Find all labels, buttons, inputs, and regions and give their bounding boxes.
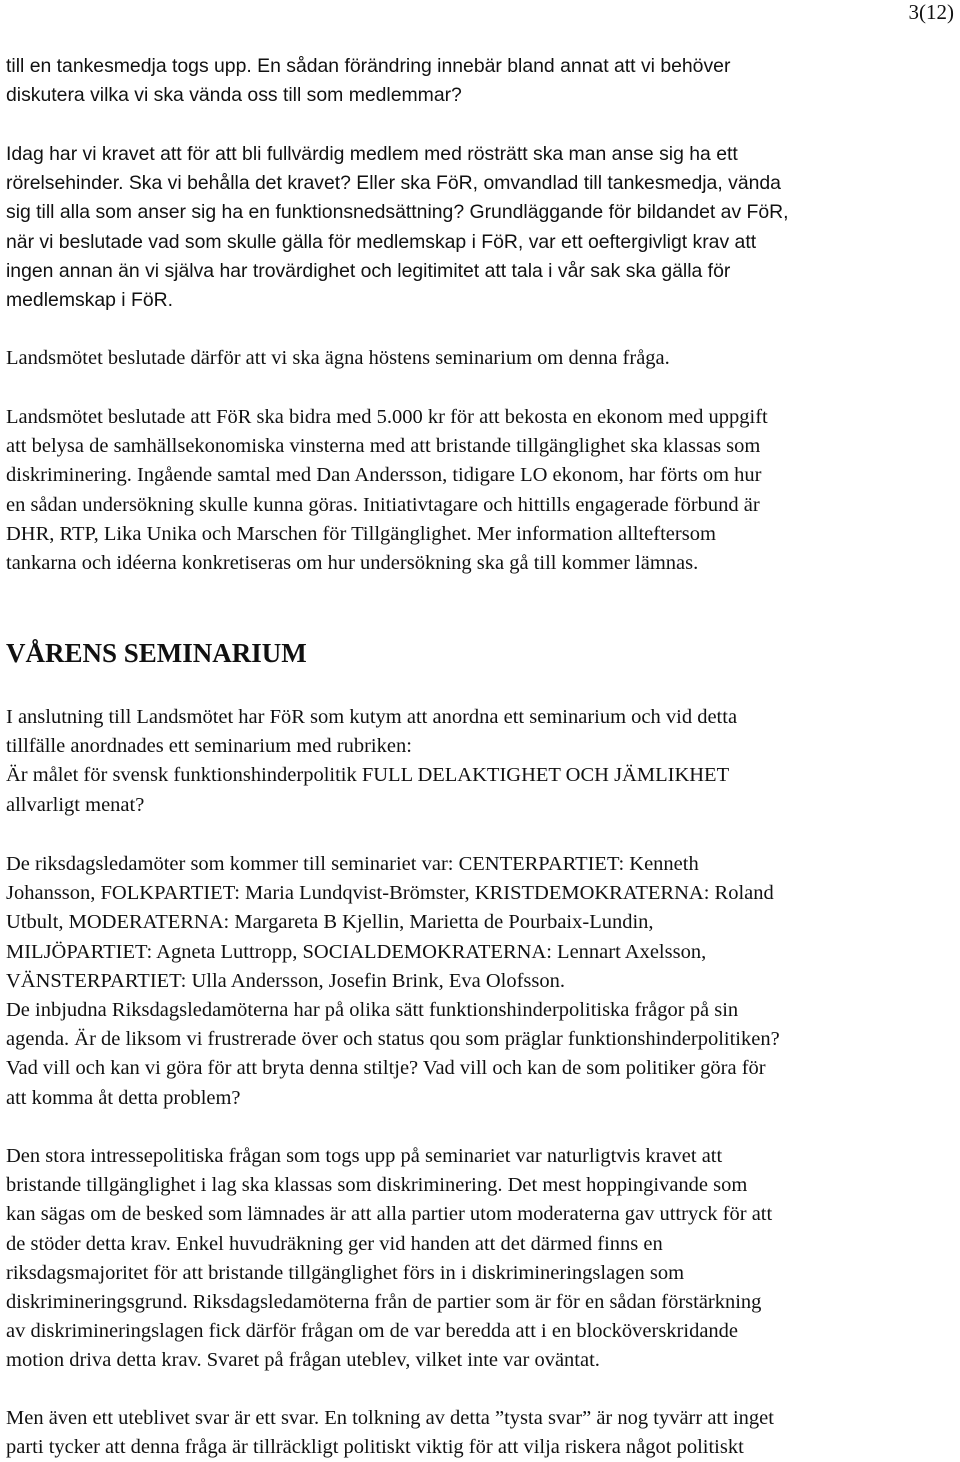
membership-foundation-text: Grundläggande för bildandet av FöR, när vi beslutade vad som skulle gälla för medlemskap i FöR, var ett oeftergivligt krav att ingen annan än vi själva har trovärdighet och legitimitet att tala i vår sak ska gälla för medlemskap i FöR. bbox=[6, 201, 789, 312]
page-number: 3(12) bbox=[908, 0, 954, 24]
paragraph-participants: De riksdagsledamöter som kommer till seminariet var: CENTERPARTIET: Kenneth Johansson, FOLKPARTIET: Maria Lundqvist-Brömster, KRISTDEMOKRATERNA: Roland Utbult, MODERATERNA: Margareta B Kjellin, Marietta de Pourbaix-Lundin, MILJÖPARTIET: Agneta Luttropp, SOCIALDEMOKRATERNA: Lennart Axelsson, VÄNSTERPARTIET: Ulla Andersson, Josefin Brink, Eva Olofsson. De inbjudna Riksdagsledamöterna har på olika sätt funktionshinderpolitiska frågor på sin agenda. Är de liksom vi frustrerade över och status qou som präglar funktionshinderpolitiken? Vad vill och kan vi göra för att bryta denna stiltje? Vad vill och kan de som politiker göra för att komma åt detta problem? bbox=[6, 853, 780, 1109]
paragraph-membership-requirement bbox=[6, 140, 956, 315]
paragraph-seminar-intro: I anslutning till Landsmötet har FöR som kutym att anordna ett seminarium och vid detta tillfälle anordnades ett seminarium med rubriken: Är målet för svensk funktionshinderpolitik FULL DELAKTIGHET OCH JÄMLIKHET allvarligt menat? bbox=[6, 706, 738, 816]
paragraph-silent-answer: Men även ett uteblivet svar är ett svar. En tolkning av detta ”tysta svar” är nog tyvärr att inget parti tycker att denna fråga är tillräckligt politiskt viktig för att vilja riskera något politiskt bbox=[6, 1407, 774, 1459]
paragraph-accessibility-discrimination: Den stora intressepolitiska frågan som togs upp på seminariet var naturligtvis kravet att bristande tillgänglighet i lag ska klassas som diskriminering. Det mest hoppingivande som kan sägas om de besked som lämnades är att alla partier utom moderaterna gav uttryck för att de stöder detta krav. Enkel huvudräkning ger vid handen att det därmed finns en riksdagsmajoritet för att bristande tillgänglighet förs in i diskrimineringslagen som diskrimineringsgrund. Riksdagsledamöterna från de partier som är för en sådan förstärkning av diskrimineringslagen fick därför frågan om de var beredda att i en blocköverskridande motion driva detta krav. Svaret på frågan uteblev, vilket inte var oväntat. bbox=[6, 1145, 773, 1372]
paragraph-tankesmedja: till en tankesmedja togs upp. En sådan förändring innebär bland annat att vi behöver diskutera vilka vi ska vända oss till som medlemmar? bbox=[6, 55, 731, 107]
membership-requirement-text: Idag har vi kravet att för att bli fullvärdig medlem med rösträtt ska man anse sig ha ett rörelsehinder. Ska vi behålla det kravet? bbox=[6, 143, 738, 195]
paragraph-economist-funding: Landsmötet beslutade att FöR ska bidra med 5.000 kr för att bekosta en ekonom med uppgift att belysa de samhällsekonomiska vinsterna med att bristande tillgänglighet ska klassas som diskriminering. Ingående samtal med Dan Andersson, tidigare LO ekonom, har förts om hur en sådan undersökning skulle kunna göras. Initiativtagare och hittills engagerade förbund är DHR, RTP, Lika Unika och Marschen för Tillgänglighet. Mer information allteftersom tankarna och idéerna konkretiseras om hur undersökning ska gå till kommer lämnas. bbox=[6, 406, 768, 575]
section-heading: VÅRENS SEMINARIUM bbox=[6, 638, 307, 668]
membership-question-text: Eller ska FöR, omvandlad till tankesmedja, vända sig till alla som anser sig ha en funktionsnedsättning? bbox=[6, 172, 781, 224]
paragraph-autumn-seminar-decision: Landsmötet beslutade därför att vi ska ägna höstens seminarium om denna fråga. bbox=[6, 347, 670, 369]
